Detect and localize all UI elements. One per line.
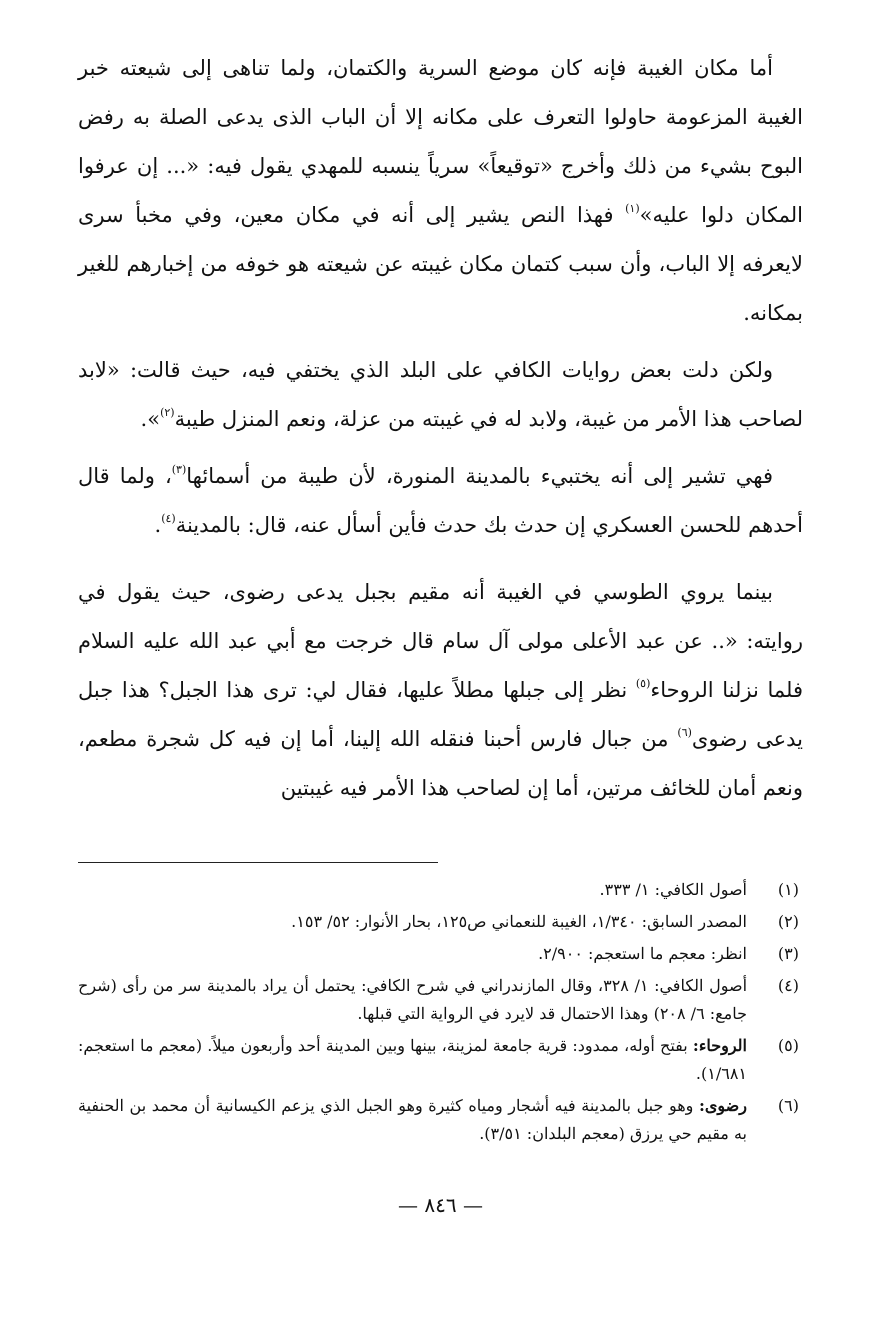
- footnote-body: انظر: معجم ما استعجم: ٢/٩٠٠.: [538, 944, 747, 963]
- footnote-body: أصول الكافي: ١/ ٣٢٨، وقال المازندراني في شرح الكافي: يحتمل أن يراد بالمدينة سر من رأى (شرح جامع: ٦/ ٢٠٨) وهذا الاحتمال قد لايرد في الرواية التي قبلها.: [78, 976, 748, 1023]
- paragraph-text: فهي تشير إلى أنه يختبيء بالمدينة المنورة، لأن طيبة من أسمائها: [186, 464, 773, 488]
- paragraph-text: بينما يروي الطوسي في الغيبة أنه مقيم بجبل يدعى رضوى، حيث يقول في روايته: «.. عن عبد الأعلى مولى آل سام قال خرجت مع أبي عبد الله عليه السلام فلما نزلنا الروحاء: [78, 580, 804, 702]
- paragraph-text: ولكن دلت بعض روايات الكافي على البلد الذي يختفي فيه، حيث قالت: «لابد لصاحب هذا الأمر من غيبة، ولابد له في غيبته من عزلة، ونعم المنزل طيبة: [78, 358, 803, 431]
- footnote-number: (١): [777, 880, 799, 899]
- body-text: [78, 44, 803, 813]
- footnote-number: (٥): [777, 1036, 799, 1055]
- footnote-text: [78, 972, 747, 1028]
- footnote-text: [78, 1092, 747, 1148]
- footnote-body: أصول الكافي: ١/ ٣٣٣.: [599, 880, 747, 899]
- paragraph-text: ».: [140, 407, 161, 431]
- footnote-body: وهو جبل بالمدينة فيه أشجار ومياه كثيرة وهو الجبل الذي يزعم الكيسانية أن محمد بن الحنفية به مقيم حي يرزق (معجم البلدان: ٣/٥١).: [78, 1096, 747, 1143]
- footnote-ref: (٤): [161, 512, 176, 525]
- footnote-ref: (١): [625, 202, 640, 215]
- footnote-divider: [78, 862, 438, 863]
- footnote-item: [78, 940, 803, 968]
- footnote-heading: الروحاء:: [692, 1036, 747, 1055]
- paragraph-text: من جبال فارس أحبنا فنقله الله إلينا، أما إن فيه كل شجرة مطعم، ونعم أمان للخائف مرتين، أما إن لصاحب هذا الأمر فيه غيبتين: [78, 727, 803, 800]
- paragraph-text: أما مكان الغيبة فإنه كان موضع السرية والكتمان، ولما تناهى إلى شيعته خبر الغيبة المزعومة حاولوا التعرف على مكانه إلا أن الباب الذى يدعى الصلة به رفض البوح بشيء من ذلك وأخرج «توقيعاً» سرياً ينسبه للمهدي يقول فيه: «... إن عرفوا المكان دلوا عليه»: [78, 56, 803, 227]
- footnote-body: بفتح أوله، ممدود: قرية جامعة لمزينة، بينها وبين المدينة أحد وأربعون ميلاً. (معجم ما استعجم: ١/٦٨١).: [78, 1036, 747, 1083]
- paragraph-text: .: [154, 513, 162, 537]
- footnotes: [78, 876, 803, 1152]
- paragraph: [78, 568, 803, 813]
- page-number: — ٨٤٦ —: [398, 1193, 483, 1217]
- footnote-text: [78, 940, 747, 968]
- paragraph: [78, 452, 803, 550]
- paragraph-text: فهذا النص يشير إلى أنه في مكان معين، وفي مخبأ سرى لايعرفه إلا الباب، وأن سبب كتمان مكان غيبته عن شيعته هو خوفه من إخبارهم للغير بمكانه.: [78, 203, 803, 325]
- paragraph: [78, 44, 803, 338]
- footnote-ref: (٣): [171, 463, 187, 476]
- footnote-body: المصدر السابق: ١/٣٤٠، الغيبة للنعماني ص١٢٥، بحار الأنوار: ٥٢/ ١٥٣.: [291, 912, 747, 931]
- footnote-text: [78, 908, 747, 936]
- footnote-text: [78, 1032, 747, 1088]
- paragraph-text: ، ولما قال أحدهم للحسن العسكري إن حدث بك حدث فأين أسأل عنه، قال: بالمدينة: [78, 464, 803, 537]
- footnote-item: [78, 1032, 803, 1088]
- footnote-item: [78, 908, 803, 936]
- footnote-ref: (٥): [635, 677, 651, 690]
- footnote-item: [78, 972, 803, 1028]
- footnote-item: [78, 1092, 803, 1148]
- footnote-number: (٤): [777, 976, 799, 995]
- footnote-item: [78, 876, 803, 904]
- footnote-ref: (٦): [677, 726, 692, 739]
- footnote-number: (٢): [777, 912, 799, 931]
- footnote-text: [78, 876, 747, 904]
- paragraph-text: نظر إلى جبلها مطلاً عليها، فقال لي: ترى هذا الجبل؟ هذا جبل يدعى رضوى: [78, 678, 804, 751]
- paragraph: [78, 346, 803, 444]
- footnote-number: (٣): [777, 944, 799, 963]
- footnote-number: (٦): [777, 1096, 799, 1115]
- footnote-ref: (٢): [160, 406, 175, 419]
- footnote-heading: رضوى:: [698, 1096, 747, 1115]
